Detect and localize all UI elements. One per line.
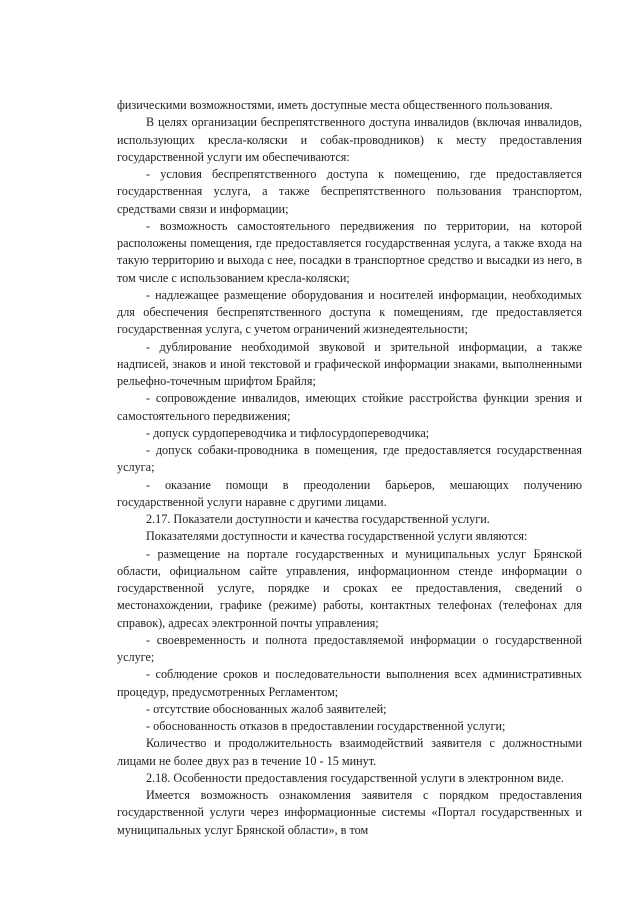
list-item-escort: - сопровождение инвалидов, имеющих стойкие расстройства функции зрения и самостоятельного передвижения; [117, 391, 582, 423]
paragraph-1: физическими возможностями, иметь доступные места общественного пользования. [117, 98, 553, 112]
section-heading-2-18: 2.18. Особенности предоставления государственной услуги в электронном виде. [146, 770, 564, 785]
list-item-justified-refusals: - обоснованность отказов в предоставлении государственной услуги; [146, 719, 506, 733]
paragraph-interactions: Количество и продолжительность взаимодействий заявителя с должностными лицами не более двух раз в течение 10 - 15 минут. [117, 736, 582, 768]
list-item-deadlines: - соблюдение сроков и последовательности выполнения всех административных процедур, предусмотренных Регламентом; [117, 667, 582, 699]
list-item-independent-movement: - возможность самостоятельного передвижения по территории, на которой расположены помещения, где предоставляется государственная услуга, а также входа на такую территорию и выхода с нее, посадки в транспортное средство и высадки из него, в том числе с использованием кресла-коляски; [117, 218, 582, 285]
list-item-no-complaints: - отсутствие обоснованных жалоб заявителей; [146, 701, 387, 716]
section-heading-2-17: 2.17. Показатели доступности и качества государственной услуги. [146, 512, 490, 526]
list-item-timeliness: - своевременность и полнота предоставляемой информации о государственной услуге; [117, 632, 582, 664]
paragraph-2: В целях организации беспрепятственного доступа инвалидов (включая инвалидов, использующих кресла-коляски и собак-проводников) к месту предоставления государственной услуги им обеспечиваются: [117, 115, 582, 164]
document-body [117, 97, 582, 839]
list-item-equipment-placement: - надлежащее размещение оборудования и носителей информации, необходимых для обеспечения беспрепятственного доступа к помещениям, где предоставляется государственная услуга, с учетом ограничений жизнедеятельности; [117, 287, 582, 337]
list-item-information-duplication: - дублирование необходимой звуковой и зрительной информации, а также надписей, знаков и иной текстовой и графической информации знаками, выполненными рельефно-точечным шрифтом Брайля; [117, 339, 582, 388]
list-item-transport-access: - условия беспрепятственного доступа к помещению, где предоставляется государственная услуга, а также беспрепятственного пользования транспортом, средствами связи и информации; [117, 167, 582, 216]
list-item-sign-interpreter: - допуск сурдопереводчика и тифлосурдопереводчика; [146, 425, 430, 440]
list-item-barrier-assistance: - оказание помощи в преодолении барьеров, мешающих получению государственной услуги наравне с другими лицами. [117, 477, 582, 509]
paragraph-electronic-access: Имеется возможность ознакомления заявителя с порядком предоставления государственной услуги через информационные системы «Портал государственных и муниципальных услуг Брянской области», в том [117, 788, 582, 837]
paragraph-indicators-intro: Показателями доступности и качества государственной услуги являются: [146, 529, 528, 544]
list-item-portal-placement: - размещение на портале государственных и муниципальных услуг Брянской области, официальном сайте управления, информационном стенде информации о государственной услуге, порядке и сроках ее предоставления, сведений о местонахождении, графике (режиме) работы, контактных телефонах (телефонах для справок), адресах электронной почты управления; [117, 546, 582, 630]
list-item-guide-dog: - допуск собаки-проводника в помещения, где предоставляется государственная услуга; [117, 443, 582, 475]
